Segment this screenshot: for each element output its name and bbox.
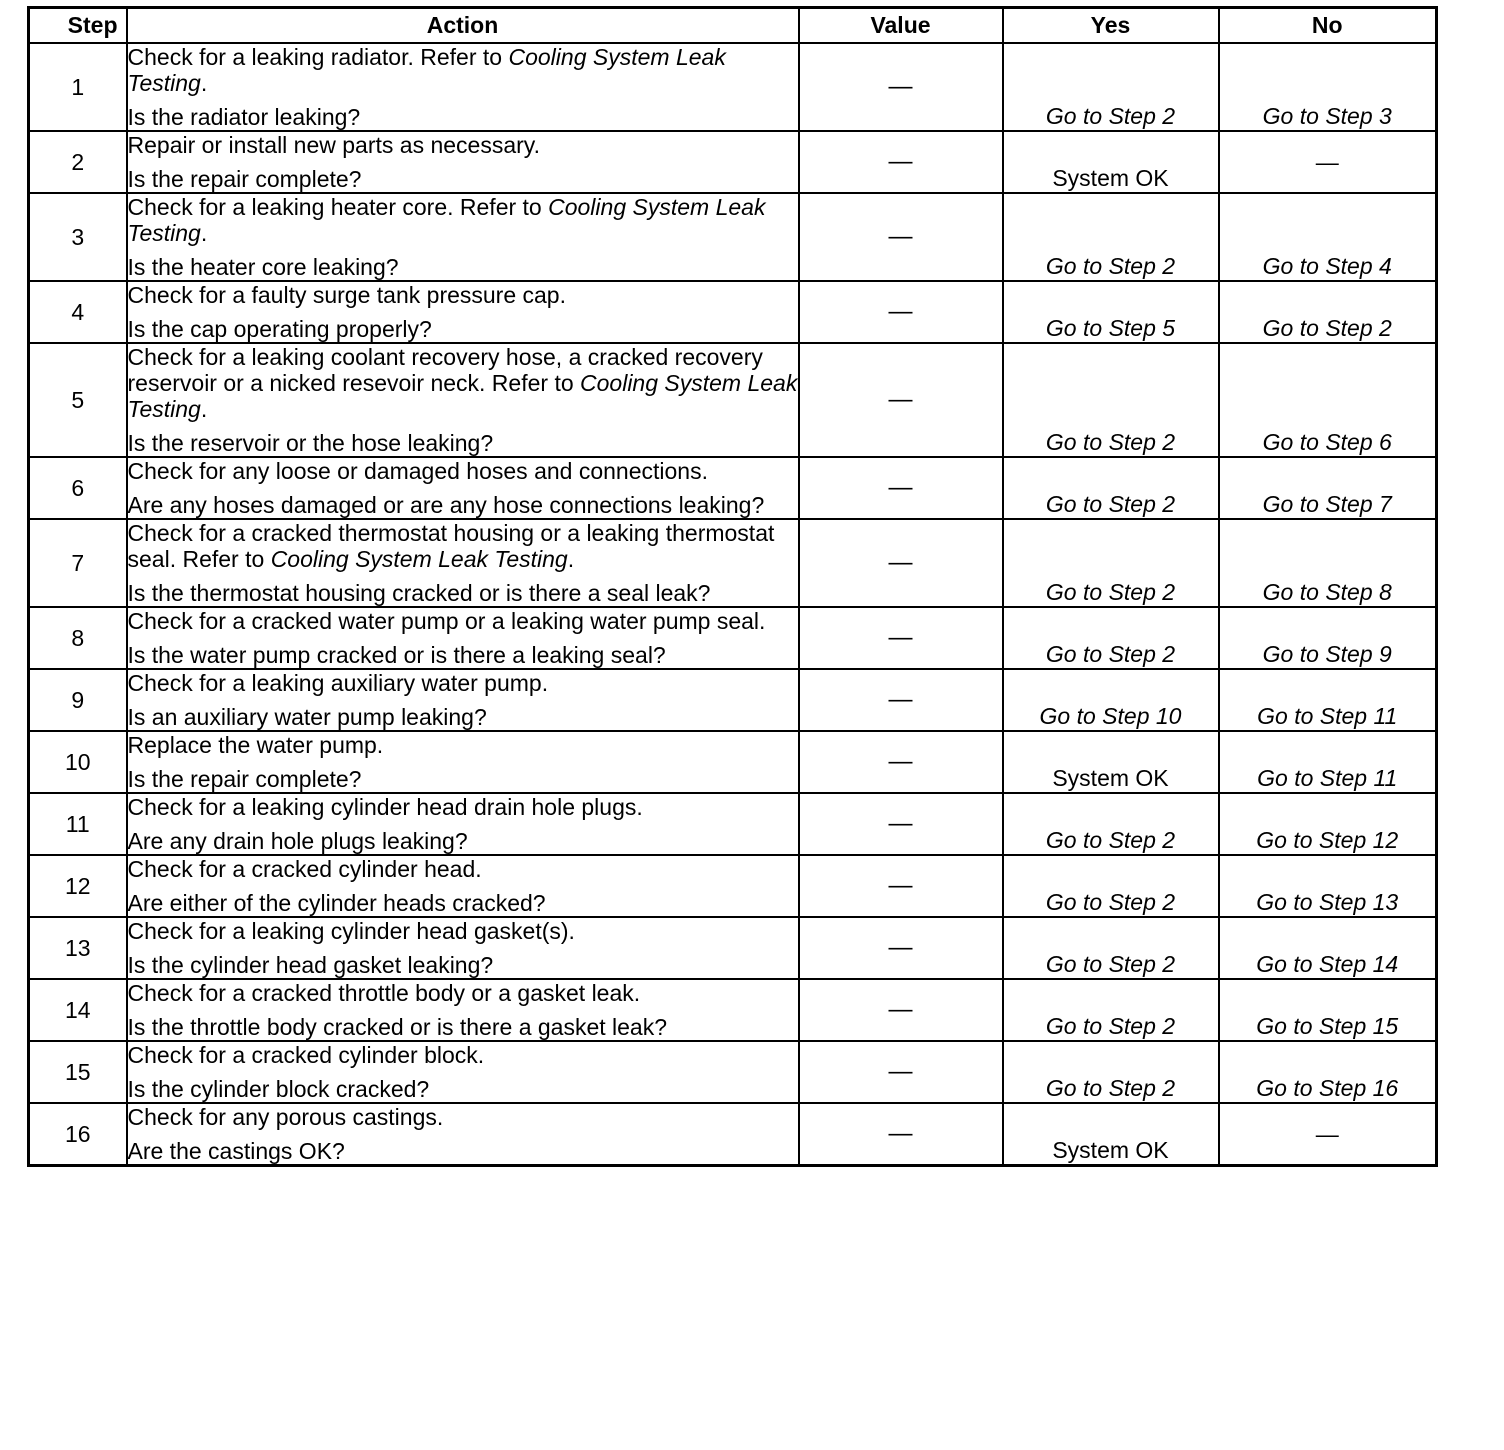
action-cell [127,43,799,131]
action-check-text [128,132,798,158]
step-number: 1 [29,43,127,131]
no-outcome: Go to Step 14 [1219,917,1437,979]
value-cell: — [799,519,1003,607]
table-row [29,193,1437,281]
no-outcome: Go to Step 8 [1219,519,1437,607]
action-check-text [128,282,798,308]
no-outcome: Go to Step 13 [1219,855,1437,917]
yes-outcome: Go to Step 2 [1003,193,1219,281]
header-action: Action [127,8,799,44]
action-check-text [128,1104,798,1130]
yes-outcome: Go to Step 2 [1003,457,1219,519]
yes-outcome: Go to Step 2 [1003,607,1219,669]
header-value: Value [799,8,1003,44]
yes-outcome: System OK [1003,1103,1219,1166]
table-row [29,979,1437,1041]
value-cell: — [799,43,1003,131]
action-check-lead: Check for a cracked cylinder block. [127,1042,485,1068]
step-number: 15 [29,1041,127,1103]
action-check-lead: Check for a leaking cylinder head drain hole plugs. [127,794,643,820]
action-cell [127,193,799,281]
action-question: Are the castings OK? [127,1138,345,1164]
action-cell [127,457,799,519]
no-outcome: Go to Step 2 [1219,281,1437,343]
action-check-end: . [567,546,575,572]
step-number: 11 [29,793,127,855]
table-row [29,793,1437,855]
action-question: Is the repair complete? [127,166,362,192]
action-cell [127,917,799,979]
action-check-text [128,520,798,572]
no-outcome: Go to Step 6 [1219,343,1437,457]
value-cell: — [799,281,1003,343]
table-row [29,731,1437,793]
action-check-end: . [200,220,208,246]
no-outcome: Go to Step 16 [1219,1041,1437,1103]
step-number: 4 [29,281,127,343]
table-row [29,917,1437,979]
value-cell: — [799,1041,1003,1103]
action-cell [127,343,799,457]
value-cell: — [799,669,1003,731]
action-check-end: . [200,396,208,422]
table-row [29,519,1437,607]
no-outcome: — [1219,131,1437,193]
step-number: 8 [29,607,127,669]
value-cell: — [799,979,1003,1041]
action-cell [127,669,799,731]
action-reference: Cooling System Leak Testing [127,44,726,96]
action-check-text [128,980,798,1006]
action-question: Is the heater core leaking? [127,254,399,280]
action-cell [127,855,799,917]
step-number: 2 [29,131,127,193]
action-question: Are either of the cylinder heads cracked? [127,890,546,916]
action-cell [127,519,799,607]
action-check-lead: Check for a faulty surge tank pressure cap. [127,282,566,308]
diagnostic-table-container [27,6,1435,1167]
action-question: Is the repair complete? [127,766,362,792]
action-reference: Cooling System Leak Testing [127,194,766,246]
value-cell: — [799,1103,1003,1166]
header-no: No [1219,8,1437,44]
action-check-end: . [200,70,208,96]
action-question: Is the cylinder block cracked? [127,1076,430,1102]
action-question: Is an auxiliary water pump leaking? [127,704,487,730]
action-check-lead: Check for a leaking radiator. Refer to [127,44,509,70]
action-cell [127,1041,799,1103]
table-header-row [29,8,1437,44]
action-check-text [128,608,798,634]
action-question: Are any drain hole plugs leaking? [127,828,468,854]
yes-outcome: Go to Step 10 [1003,669,1219,731]
action-check-lead: Check for any loose or damaged hoses and connections. [127,458,708,484]
action-check-lead: Check for any porous castings. [127,1104,444,1130]
action-check-lead: Repair or install new parts as necessary. [127,132,540,158]
action-check-lead: Replace the water pump. [127,732,384,758]
yes-outcome: System OK [1003,731,1219,793]
yes-outcome: Go to Step 5 [1003,281,1219,343]
no-outcome: — [1219,1103,1437,1166]
yes-outcome: Go to Step 2 [1003,979,1219,1041]
table-row [29,855,1437,917]
action-question: Is the reservoir or the hose leaking? [127,430,494,456]
value-cell: — [799,917,1003,979]
action-question: Is the cap operating properly? [127,316,432,342]
action-cell [127,1103,799,1166]
no-outcome: Go to Step 15 [1219,979,1437,1041]
table-row [29,607,1437,669]
action-check-text [128,732,798,758]
action-cell [127,979,799,1041]
action-cell [127,607,799,669]
no-outcome: Go to Step 9 [1219,607,1437,669]
step-number: 12 [29,855,127,917]
action-cell [127,731,799,793]
no-outcome: Go to Step 4 [1219,193,1437,281]
action-reference: Cooling System Leak Testing [127,370,798,422]
action-cell [127,793,799,855]
value-cell: — [799,731,1003,793]
value-cell: — [799,131,1003,193]
table-row [29,1041,1437,1103]
action-check-lead: Check for a leaking auxiliary water pump. [127,670,549,696]
no-outcome: Go to Step 3 [1219,43,1437,131]
action-check-text [128,856,798,882]
no-outcome: Go to Step 7 [1219,457,1437,519]
value-cell: — [799,607,1003,669]
no-outcome: Go to Step 12 [1219,793,1437,855]
value-cell: — [799,343,1003,457]
action-question: Is the water pump cracked or is there a leaking seal? [127,642,666,668]
value-cell: — [799,193,1003,281]
action-check-lead: Check for a leaking heater core. Refer to [127,194,549,220]
value-cell: — [799,793,1003,855]
action-check-lead: Check for a leaking cylinder head gasket(s). [127,918,575,944]
table-row [29,131,1437,193]
value-cell: — [799,457,1003,519]
yes-outcome: Go to Step 2 [1003,917,1219,979]
action-check-text [128,918,798,944]
action-check-text [128,458,798,484]
action-check-text [128,344,798,422]
action-check-text [128,44,798,96]
step-number: 14 [29,979,127,1041]
action-check-lead: Check for a leaking coolant recovery hose, a cracked recovery reservoir or a nicked resevoir neck. Refer to [127,344,763,396]
yes-outcome: Go to Step 2 [1003,519,1219,607]
action-check-text [128,1042,798,1068]
action-cell [127,281,799,343]
table-row [29,343,1437,457]
yes-outcome: System OK [1003,131,1219,193]
table-body [29,43,1437,1166]
step-number: 7 [29,519,127,607]
yes-outcome: Go to Step 2 [1003,793,1219,855]
yes-outcome: Go to Step 2 [1003,855,1219,917]
step-number: 3 [29,193,127,281]
action-check-lead: Check for a cracked throttle body or a gasket leak. [127,980,641,1006]
action-question: Is the thermostat housing cracked or is there a seal leak? [127,580,711,606]
step-number: 13 [29,917,127,979]
action-question: Is the throttle body cracked or is there a gasket leak? [127,1014,668,1040]
step-number: 6 [29,457,127,519]
no-outcome: Go to Step 11 [1219,669,1437,731]
action-check-lead: Check for a cracked cylinder head. [127,856,482,882]
action-question: Are any hoses damaged or are any hose connections leaking? [127,492,765,518]
table-row [29,457,1437,519]
action-check-lead: Check for a cracked thermostat housing or a leaking thermostat seal. Refer to [127,520,775,572]
step-number: 10 [29,731,127,793]
table-row [29,281,1437,343]
value-cell: — [799,855,1003,917]
action-check-text [128,670,798,696]
action-check-lead: Check for a cracked water pump or a leaking water pump seal. [127,608,766,634]
action-cell [127,131,799,193]
action-check-text [128,794,798,820]
table-row [29,43,1437,131]
yes-outcome: Go to Step 2 [1003,43,1219,131]
table-row [29,669,1437,731]
action-check-text [128,194,798,246]
yes-outcome: Go to Step 2 [1003,1041,1219,1103]
action-question: Is the radiator leaking? [127,104,361,130]
action-question: Is the cylinder head gasket leaking? [127,952,494,978]
step-number: 9 [29,669,127,731]
action-reference: Cooling System Leak Testing [270,546,568,572]
diagnostic-table [27,6,1438,1167]
yes-outcome: Go to Step 2 [1003,343,1219,457]
table-row [29,1103,1437,1166]
step-number: 16 [29,1103,127,1166]
no-outcome: Go to Step 11 [1219,731,1437,793]
step-number: 5 [29,343,127,457]
header-yes: Yes [1003,8,1219,44]
header-step: Step [29,8,127,44]
